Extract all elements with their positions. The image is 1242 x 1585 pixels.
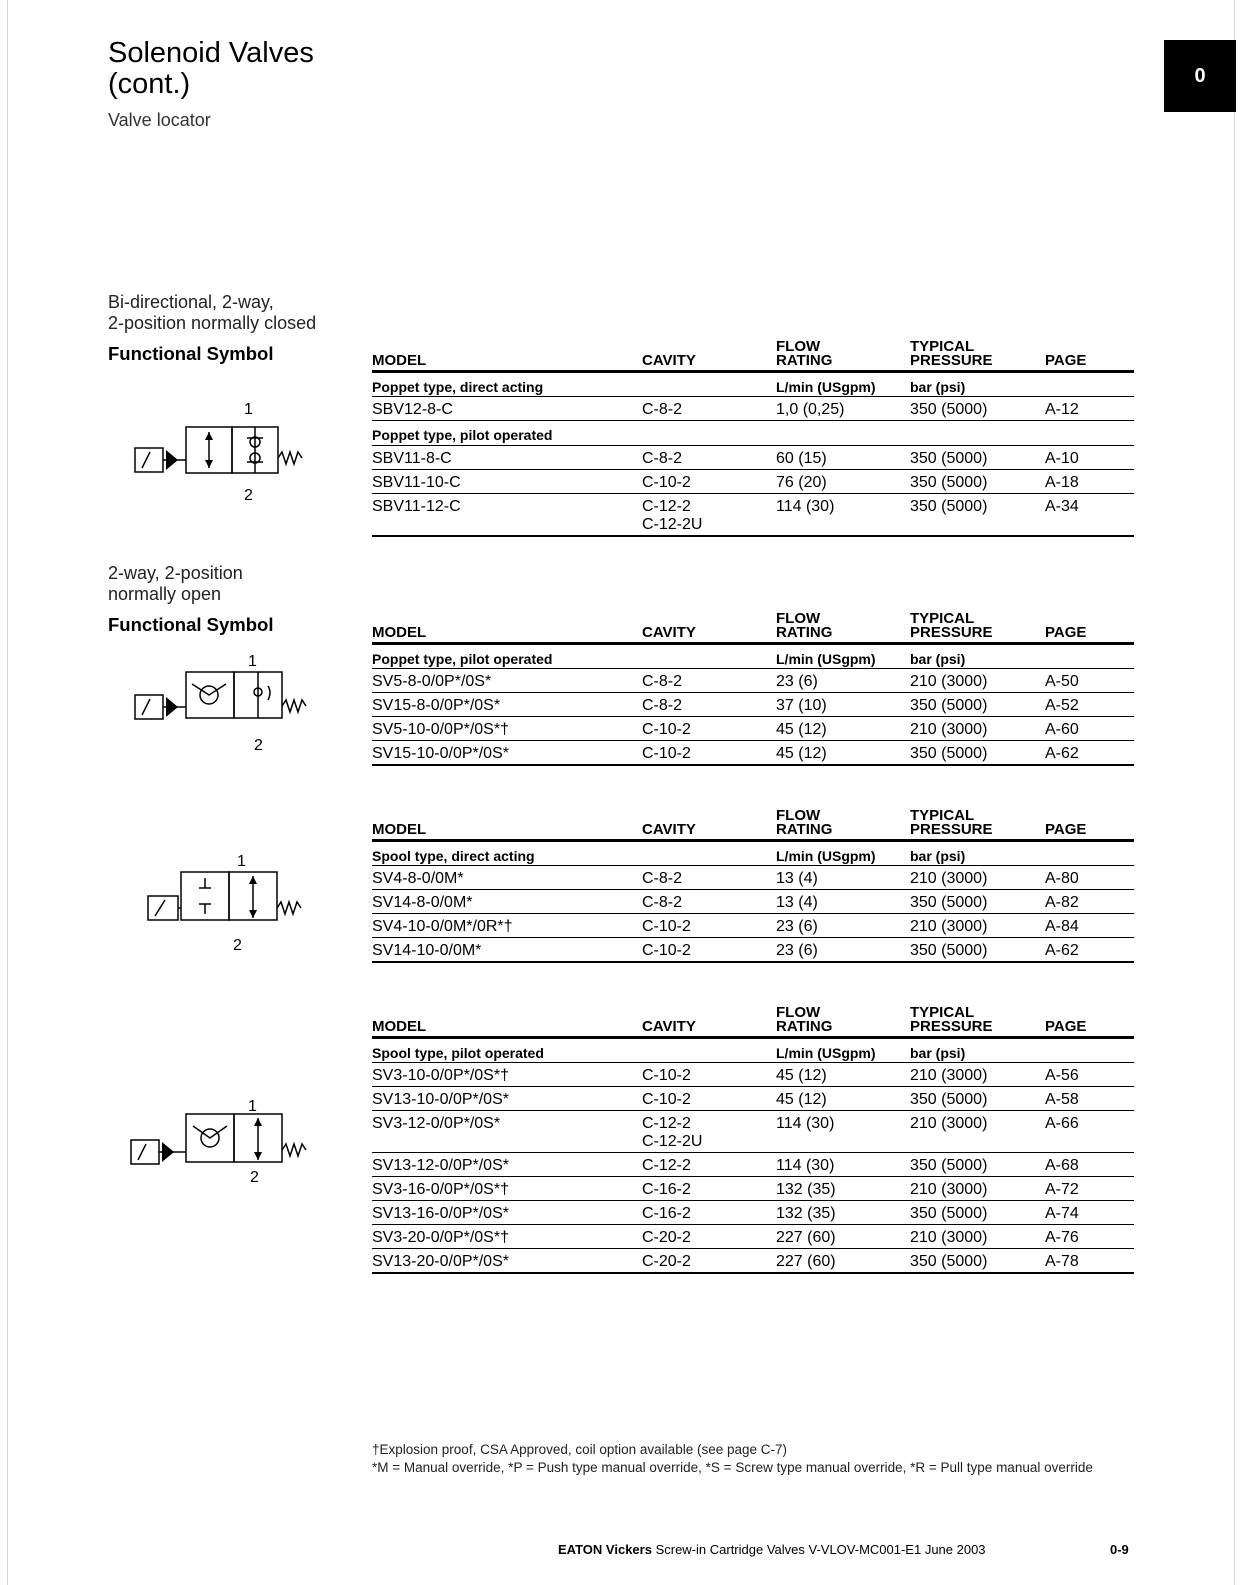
- group-row: [372, 1038, 1134, 1063]
- cavity-secondary: C-12-2U: [642, 1133, 703, 1150]
- col-pressure-header-line1: TYPICAL: [910, 1004, 975, 1021]
- flow-cell: 227 (60): [776, 1225, 910, 1249]
- cavity-cell: [642, 914, 776, 938]
- page-ref-cell: A-52: [1045, 693, 1134, 717]
- page-ref-cell: A-68: [1045, 1153, 1134, 1177]
- group-row: [372, 841, 1134, 866]
- page-ref-cell: A-50: [1045, 669, 1134, 693]
- model-cell: SV15-10-0/0P*/0S*: [372, 741, 642, 765]
- cavity-cell: [642, 397, 776, 421]
- col-pressure-header-line1: TYPICAL: [910, 610, 975, 627]
- symbol-bidirectional-nc: [130, 400, 320, 515]
- page-border: [7, 0, 1235, 1585]
- table-header: [372, 334, 1134, 372]
- group-name: Spool type, pilot operated: [372, 1038, 776, 1063]
- col-model-header: MODEL: [372, 1000, 642, 1038]
- cavity-cell: [642, 1225, 776, 1249]
- header-row: [372, 334, 1134, 372]
- page-ref-cell: A-60: [1045, 717, 1134, 741]
- flow-cell: 23 (6): [776, 669, 910, 693]
- model-cell: SV14-8-0/0M*: [372, 890, 642, 914]
- page-ref-cell: A-74: [1045, 1201, 1134, 1225]
- table-row: [372, 446, 1134, 470]
- cavity-primary: C-12-2: [642, 1157, 691, 1174]
- model-cell: SV15-8-0/0P*/0S*: [372, 693, 642, 717]
- page-footer: [558, 1542, 986, 1557]
- group-row: [372, 372, 1134, 397]
- col-flow-header-line1: FLOW: [776, 338, 821, 355]
- page-number: 0-9: [1110, 1542, 1129, 1557]
- cavity-primary: C-16-2: [642, 1181, 691, 1198]
- table-row: [372, 914, 1134, 938]
- page-ref-cell: A-56: [1045, 1063, 1134, 1087]
- model-cell: SV3-10-0/0P*/0S*†: [372, 1063, 642, 1087]
- valve-table-2: [372, 606, 1134, 766]
- section-1-label: [108, 292, 316, 334]
- table-row: [372, 693, 1134, 717]
- model-cell: SV13-20-0/0P*/0S*: [372, 1249, 642, 1273]
- header-row: [372, 606, 1134, 644]
- cavity-primary: C-8-2: [642, 450, 683, 467]
- valve-table-4: [372, 1000, 1134, 1274]
- cavity-cell: [642, 1087, 776, 1111]
- col-flow-header: [776, 1000, 910, 1038]
- cavity-primary: C-12-2: [642, 498, 691, 515]
- col-pressure-header: [910, 1000, 1045, 1038]
- pressure-cell: 350 (5000): [910, 1153, 1045, 1177]
- table-body: [372, 372, 1134, 536]
- symbol-4-port-1: 1: [248, 1098, 257, 1115]
- page-ref-cell: A-18: [1045, 470, 1134, 494]
- cavity-cell: [642, 866, 776, 890]
- table-row: [372, 1087, 1134, 1111]
- valve-table-3: [372, 803, 1134, 963]
- pressure-cell: 350 (5000): [910, 1201, 1045, 1225]
- flow-cell: 13 (4): [776, 866, 910, 890]
- flow-cell: 13 (4): [776, 890, 910, 914]
- page-unit-empty: [1045, 372, 1134, 397]
- col-flow-header: [776, 334, 910, 372]
- col-pressure-header: [910, 803, 1045, 841]
- flow-unit: L/min (USgpm): [776, 1038, 910, 1063]
- table-row: [372, 1201, 1134, 1225]
- cavity-primary: C-16-2: [642, 1205, 691, 1222]
- table-row: [372, 470, 1134, 494]
- page-ref-cell: A-10: [1045, 446, 1134, 470]
- cavity-primary: C-10-2: [642, 1091, 691, 1108]
- col-page-header: PAGE: [1045, 1000, 1134, 1038]
- col-pressure-header: [910, 334, 1045, 372]
- flow-unit-empty: [776, 421, 910, 446]
- footnote-override-key: *M = Manual override, *P = Push type manual override, *S = Screw type manual override, *R = Pull type manual override: [372, 1460, 1093, 1475]
- pressure-cell: 350 (5000): [910, 397, 1045, 421]
- page-title: [108, 38, 314, 100]
- section-1-label-line1: Bi-directional, 2-way,: [108, 292, 274, 312]
- cavity-primary: C-12-2: [642, 1115, 691, 1132]
- table-row: [372, 1153, 1134, 1177]
- table-row: [372, 938, 1134, 962]
- symbol-2-port-1: 1: [248, 653, 257, 670]
- model-cell: SV13-12-0/0P*/0S*: [372, 1153, 642, 1177]
- table-row: [372, 669, 1134, 693]
- valve-symbol-2-svg: [130, 650, 320, 760]
- symbol-1-port-2: 2: [244, 487, 253, 504]
- flow-cell: 45 (12): [776, 717, 910, 741]
- pressure-cell: 210 (3000): [910, 1063, 1045, 1087]
- cavity-cell: [642, 1249, 776, 1273]
- col-page-header: PAGE: [1045, 803, 1134, 841]
- cavity-primary: C-10-2: [642, 721, 691, 738]
- pressure-unit: bar (psi): [910, 841, 1045, 866]
- page-ref-cell: A-62: [1045, 741, 1134, 765]
- page-unit-empty: [1045, 644, 1134, 669]
- pressure-cell: 350 (5000): [910, 890, 1045, 914]
- table-body: [372, 841, 1134, 962]
- col-pressure-header-line2: PRESSURE: [910, 624, 993, 641]
- cavity-cell: [642, 494, 776, 536]
- model-cell: SBV11-12-C: [372, 494, 642, 536]
- table-row: [372, 1249, 1134, 1273]
- section-2-functional-symbol-label: Functional Symbol: [108, 614, 274, 635]
- cavity-cell: [642, 1111, 776, 1153]
- cavity-cell: [642, 1177, 776, 1201]
- cavity-cell: [642, 446, 776, 470]
- cavity-primary: C-8-2: [642, 401, 683, 418]
- flow-unit: L/min (USgpm): [776, 841, 910, 866]
- flow-cell: 23 (6): [776, 938, 910, 962]
- flow-cell: 132 (35): [776, 1201, 910, 1225]
- model-cell: SV3-20-0/0P*/0S*†: [372, 1225, 642, 1249]
- valve-symbol-4-svg: [128, 1100, 318, 1200]
- symbol-2-port-2: 2: [254, 737, 263, 754]
- pressure-cell: 350 (5000): [910, 1249, 1045, 1273]
- section-2-label: [108, 563, 243, 605]
- section-2-label-line1: 2-way, 2-position: [108, 563, 243, 583]
- cavity-primary: C-8-2: [642, 673, 683, 690]
- cavity-primary: C-20-2: [642, 1229, 691, 1246]
- col-cavity-header: CAVITY: [642, 334, 776, 372]
- group-name: Poppet type, pilot operated: [372, 421, 776, 446]
- model-cell: SV4-10-0/0M*/0R*†: [372, 914, 642, 938]
- flow-cell: 114 (30): [776, 1153, 910, 1177]
- symbol-4-port-2: 2: [250, 1169, 259, 1186]
- col-model-header: MODEL: [372, 803, 642, 841]
- pressure-cell: 210 (3000): [910, 717, 1045, 741]
- page-ref-cell: A-82: [1045, 890, 1134, 914]
- footnotes: [372, 1441, 1093, 1477]
- cavity-cell: [642, 1063, 776, 1087]
- flow-cell: 45 (12): [776, 741, 910, 765]
- group-row: [372, 644, 1134, 669]
- col-pressure-header-line1: TYPICAL: [910, 338, 975, 355]
- table-row: [372, 1063, 1134, 1087]
- page-ref-cell: A-72: [1045, 1177, 1134, 1201]
- model-cell: SV13-16-0/0P*/0S*: [372, 1201, 642, 1225]
- col-flow-header-line1: FLOW: [776, 610, 821, 627]
- col-cavity-header: CAVITY: [642, 803, 776, 841]
- cavity-primary: C-10-2: [642, 942, 691, 959]
- page-title-line1: Solenoid Valves: [108, 37, 314, 69]
- footer-text: Screw-in Cartridge Valves V-VLOV-MC001-E1 June 2003: [651, 1542, 986, 1557]
- col-pressure-header-line1: TYPICAL: [910, 807, 975, 824]
- pressure-cell: 210 (3000): [910, 866, 1045, 890]
- flow-cell: 132 (35): [776, 1177, 910, 1201]
- cavity-cell: [642, 717, 776, 741]
- cavity-cell: [642, 693, 776, 717]
- col-flow-header: [776, 803, 910, 841]
- symbol-1-port-1: 1: [244, 401, 253, 418]
- flow-cell: 227 (60): [776, 1249, 910, 1273]
- pressure-cell: 210 (3000): [910, 669, 1045, 693]
- valve-table-1: [372, 334, 1134, 537]
- model-cell: SV5-10-0/0P*/0S*†: [372, 717, 642, 741]
- table-body: [372, 644, 1134, 765]
- footnote-explosion-proof: †Explosion proof, CSA Approved, coil option available (see page C-7): [372, 1442, 787, 1457]
- col-flow-header-line1: FLOW: [776, 807, 821, 824]
- cavity-primary: C-10-2: [642, 1067, 691, 1084]
- page-ref-cell: A-78: [1045, 1249, 1134, 1273]
- pressure-cell: 350 (5000): [910, 741, 1045, 765]
- flow-cell: 76 (20): [776, 470, 910, 494]
- table-row: [372, 717, 1134, 741]
- col-flow-header: [776, 606, 910, 644]
- col-cavity-header: CAVITY: [642, 1000, 776, 1038]
- table-body: [372, 1038, 1134, 1273]
- flow-cell: 37 (10): [776, 693, 910, 717]
- pressure-cell: 210 (3000): [910, 1225, 1045, 1249]
- table-row: [372, 866, 1134, 890]
- symbol-3-port-2: 2: [233, 937, 242, 954]
- page-unit-empty: [1045, 421, 1134, 446]
- flow-cell: 45 (12): [776, 1087, 910, 1111]
- valve-symbol-1-svg: [130, 400, 320, 510]
- flow-cell: 45 (12): [776, 1063, 910, 1087]
- pressure-cell: 350 (5000): [910, 1087, 1045, 1111]
- col-pressure-header: [910, 606, 1045, 644]
- flow-cell: 60 (15): [776, 446, 910, 470]
- cavity-primary: C-20-2: [642, 1253, 691, 1270]
- table-header: [372, 606, 1134, 644]
- pressure-cell: 350 (5000): [910, 446, 1045, 470]
- symbol-spool-direct: [145, 850, 325, 965]
- footer-brand: EATON Vickers: [558, 1542, 652, 1557]
- symbol-normally-open-poppet: [130, 650, 320, 765]
- cavity-primary: C-8-2: [642, 870, 683, 887]
- page-ref-cell: A-34: [1045, 494, 1134, 536]
- page-ref-cell: A-12: [1045, 397, 1134, 421]
- cavity-primary: C-10-2: [642, 918, 691, 935]
- page-subtitle: Valve locator: [108, 110, 211, 130]
- page-unit-empty: [1045, 841, 1134, 866]
- model-cell: SBV11-8-C: [372, 446, 642, 470]
- table-row: [372, 890, 1134, 914]
- col-cavity-header: CAVITY: [642, 606, 776, 644]
- col-flow-header-line2: RATING: [776, 352, 833, 369]
- table-row: [372, 741, 1134, 765]
- model-cell: SV3-12-0/0P*/0S*: [372, 1111, 642, 1153]
- section-tab: 0: [1164, 40, 1236, 112]
- page-unit-empty: [1045, 1038, 1134, 1063]
- col-page-header: PAGE: [1045, 606, 1134, 644]
- cavity-cell: [642, 1201, 776, 1225]
- table-row: [372, 1111, 1134, 1153]
- cavity-primary: C-10-2: [642, 745, 691, 762]
- group-row: [372, 421, 1134, 446]
- pressure-unit: bar (psi): [910, 372, 1045, 397]
- col-pressure-header-line2: PRESSURE: [910, 352, 993, 369]
- cavity-cell: [642, 890, 776, 914]
- model-cell: SBV11-10-C: [372, 470, 642, 494]
- table-row: [372, 1225, 1134, 1249]
- page-title-line2: (cont.): [108, 68, 191, 100]
- col-flow-header-line2: RATING: [776, 1018, 833, 1035]
- cavity-cell: [642, 1153, 776, 1177]
- cavity-secondary: C-12-2U: [642, 516, 703, 533]
- cavity-cell: [642, 470, 776, 494]
- col-model-header: MODEL: [372, 606, 642, 644]
- pressure-cell: 210 (3000): [910, 1177, 1045, 1201]
- pressure-unit-empty: [910, 421, 1045, 446]
- cavity-cell: [642, 938, 776, 962]
- model-cell: SV13-10-0/0P*/0S*: [372, 1087, 642, 1111]
- section-1-functional-symbol-label: Functional Symbol: [108, 343, 274, 364]
- page-ref-cell: A-66: [1045, 1111, 1134, 1153]
- group-name: Poppet type, pilot operated: [372, 644, 776, 669]
- header-row: [372, 1000, 1134, 1038]
- col-pressure-header-line2: PRESSURE: [910, 1018, 993, 1035]
- table-header: [372, 1000, 1134, 1038]
- cavity-cell: [642, 669, 776, 693]
- cavity-primary: C-8-2: [642, 697, 683, 714]
- pressure-cell: 350 (5000): [910, 494, 1045, 536]
- group-name: Spool type, direct acting: [372, 841, 776, 866]
- cavity-cell: [642, 741, 776, 765]
- table-header: [372, 803, 1134, 841]
- flow-unit: L/min (USgpm): [776, 644, 910, 669]
- pressure-cell: 350 (5000): [910, 470, 1045, 494]
- page-ref-cell: A-76: [1045, 1225, 1134, 1249]
- flow-cell: 114 (30): [776, 494, 910, 536]
- model-cell: SV4-8-0/0M*: [372, 866, 642, 890]
- table-row: [372, 1177, 1134, 1201]
- valve-symbol-3-svg: [145, 850, 325, 960]
- page-ref-cell: A-62: [1045, 938, 1134, 962]
- group-name: Poppet type, direct acting: [372, 372, 776, 397]
- pressure-cell: 350 (5000): [910, 938, 1045, 962]
- pressure-cell: 350 (5000): [910, 693, 1045, 717]
- col-flow-header-line1: FLOW: [776, 1004, 821, 1021]
- model-cell: SV3-16-0/0P*/0S*†: [372, 1177, 642, 1201]
- symbol-3-port-1: 1: [237, 853, 246, 870]
- page-ref-cell: A-58: [1045, 1087, 1134, 1111]
- col-model-header: MODEL: [372, 334, 642, 372]
- page-ref-cell: A-84: [1045, 914, 1134, 938]
- flow-cell: 114 (30): [776, 1111, 910, 1153]
- cavity-primary: C-10-2: [642, 474, 691, 491]
- pressure-unit: bar (psi): [910, 644, 1045, 669]
- model-cell: SV5-8-0/0P*/0S*: [372, 669, 642, 693]
- pressure-cell: 210 (3000): [910, 914, 1045, 938]
- flow-cell: 1,0 (0,25): [776, 397, 910, 421]
- page-ref-cell: A-80: [1045, 866, 1134, 890]
- table-row: [372, 494, 1134, 536]
- col-page-header: PAGE: [1045, 334, 1134, 372]
- model-cell: SBV12-8-C: [372, 397, 642, 421]
- flow-cell: 23 (6): [776, 914, 910, 938]
- col-pressure-header-line2: PRESSURE: [910, 821, 993, 838]
- col-flow-header-line2: RATING: [776, 821, 833, 838]
- table-row: [372, 397, 1134, 421]
- pressure-cell: 210 (3000): [910, 1111, 1045, 1153]
- header-row: [372, 803, 1134, 841]
- symbol-spool-pilot: [128, 1100, 318, 1205]
- col-flow-header-line2: RATING: [776, 624, 833, 641]
- section-1-label-line2: 2-position normally closed: [108, 313, 317, 333]
- flow-unit: L/min (USgpm): [776, 372, 910, 397]
- section-2-label-line2: normally open: [108, 584, 222, 604]
- model-cell: SV14-10-0/0M*: [372, 938, 642, 962]
- pressure-unit: bar (psi): [910, 1038, 1045, 1063]
- cavity-primary: C-8-2: [642, 894, 683, 911]
